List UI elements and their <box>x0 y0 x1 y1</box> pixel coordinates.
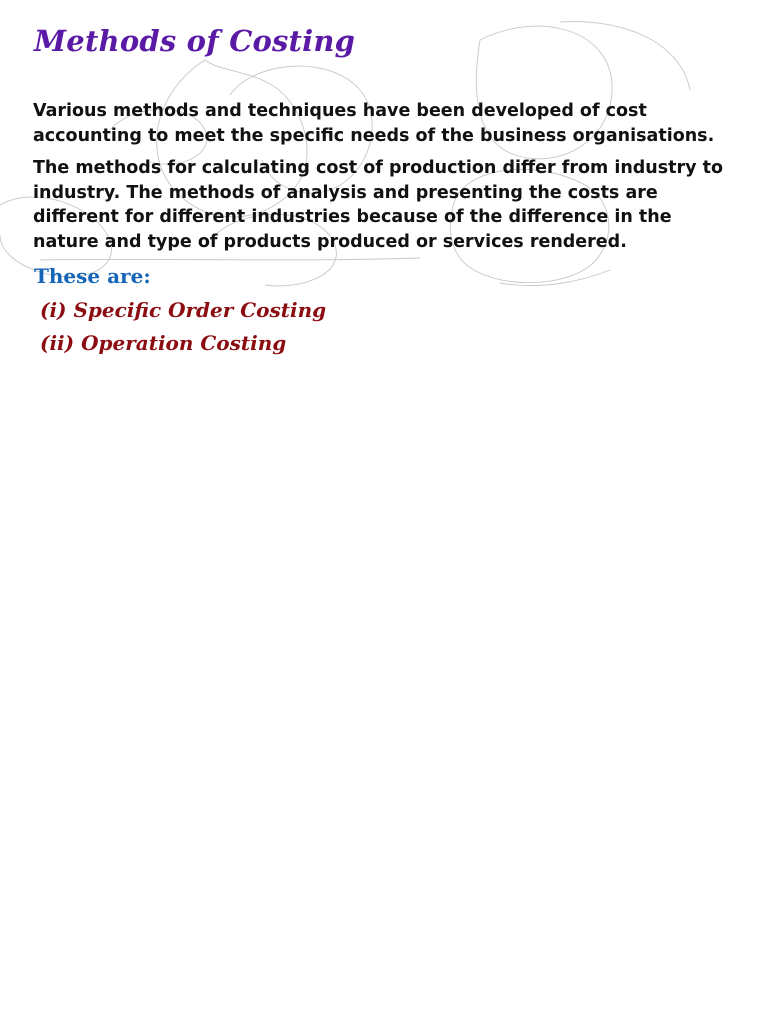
page-title: Methods of Costing <box>34 24 356 58</box>
scribble-loop <box>560 22 690 90</box>
scribble-line <box>500 270 610 286</box>
methods-list <box>40 294 326 360</box>
list-item: (i) Specific Order Costing <box>40 298 327 322</box>
list-item: (ii) Operation Costing <box>40 331 287 355</box>
intro-paragraph: Various methods and techniques have been developed of cost accounting to meet the specific needs of the business organisations. <box>33 101 715 146</box>
methods-subheading: These are: <box>34 264 151 288</box>
body-paragraph: The methods for calculating cost of production differ from industry to industry. The methods of analysis and presenting the costs are different for different industries because of the difference in the nature and type of products produced or services rendered. <box>33 158 724 252</box>
scribble-line <box>40 258 420 260</box>
